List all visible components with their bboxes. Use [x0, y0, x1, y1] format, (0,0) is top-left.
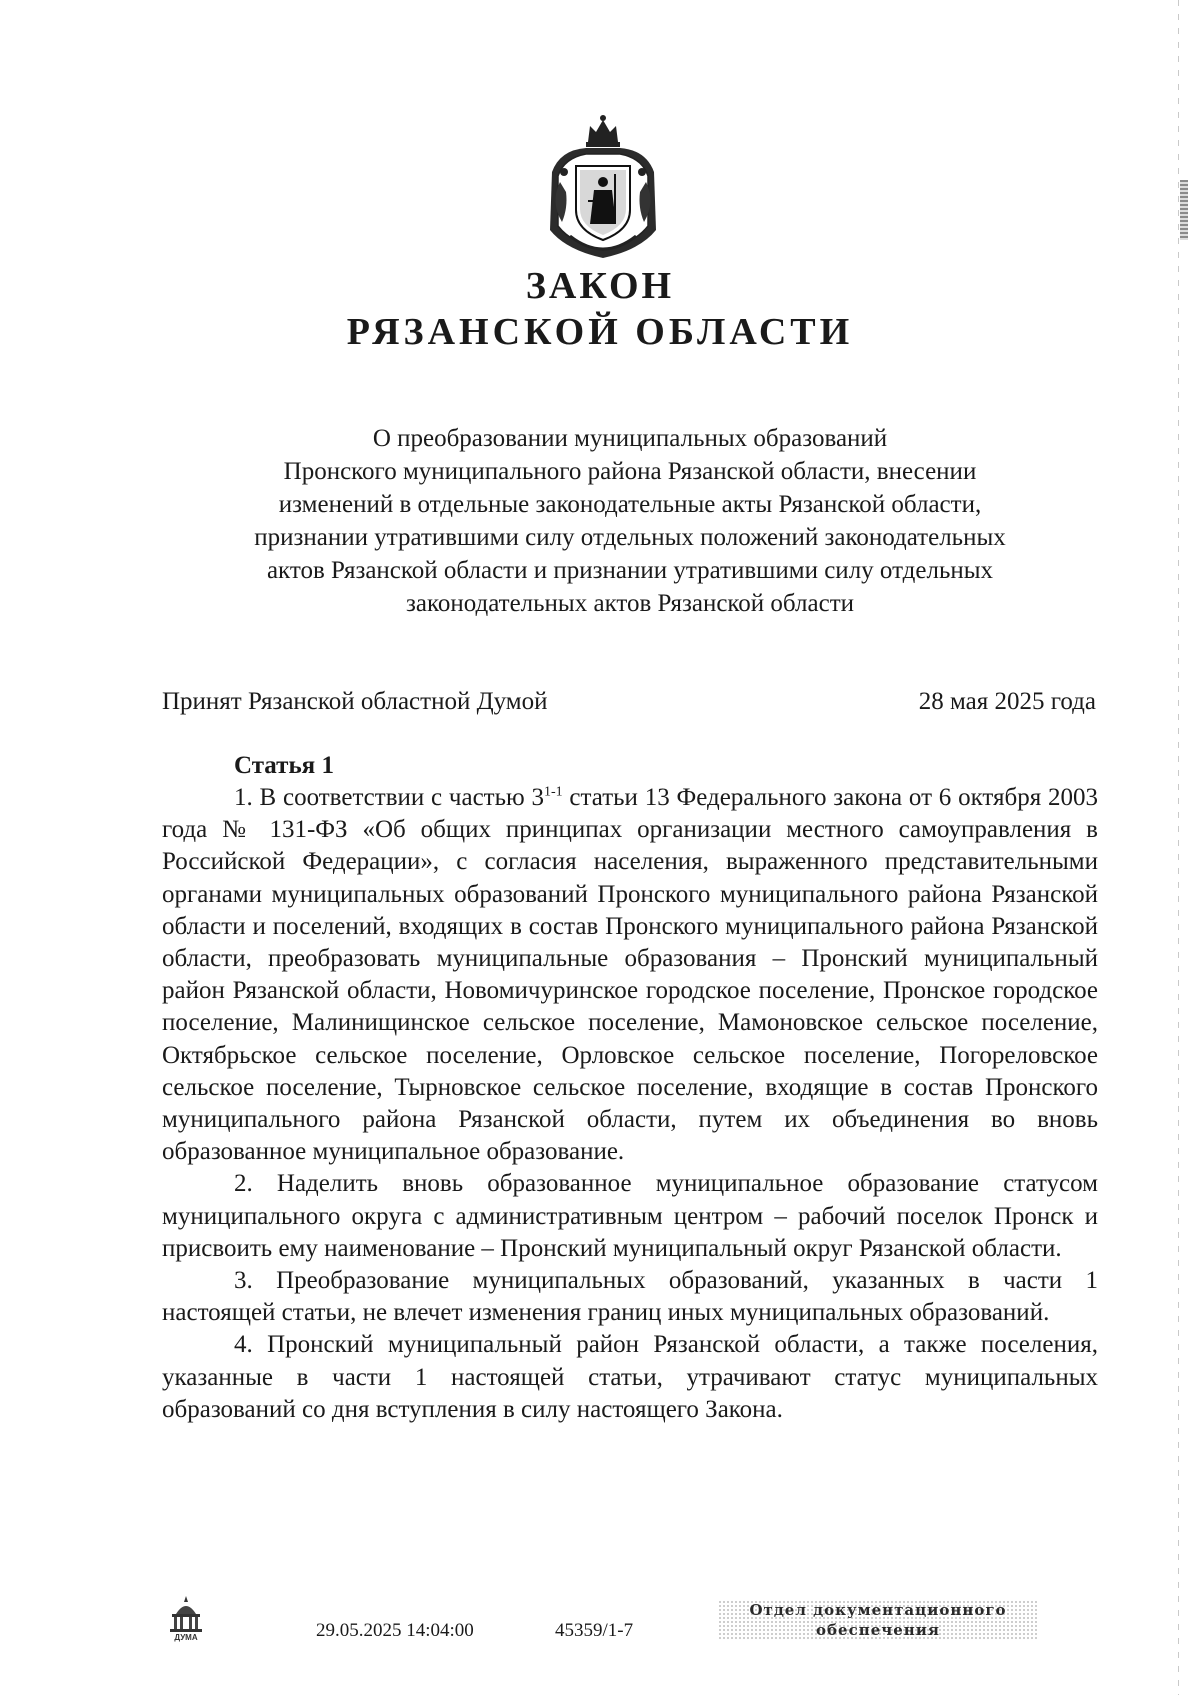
coat-of-arms-icon	[540, 112, 666, 262]
article-heading: Статья 1	[234, 752, 334, 779]
subject-line: признании утратившими силу отдельных положений законодательных	[254, 524, 1006, 551]
stamp-line: Отдел документационного	[749, 1601, 1007, 1619]
law-title: ЗАКОН	[525, 265, 675, 307]
paragraph-4: 4. Пронский муниципальный район Рязанской области, а также поселения, указанные в части 1 настоящей статьи, утрачивают статус муниципальных образований со дня вступления в силу настоящего Закона.	[162, 1331, 1098, 1423]
duma-building-icon	[166, 1592, 206, 1642]
subject-line: Пронского муниципального района Рязанской области, внесении	[283, 458, 977, 485]
scan-mark-artifact	[1180, 180, 1188, 240]
subject-line: законодательных актов Рязанской области	[405, 590, 855, 617]
subject-line: актов Рязанской области и признании утратившими силу отдельных	[266, 557, 994, 584]
subject-line: изменений в отдельные законодательные акты Рязанской области,	[278, 491, 982, 518]
duma-logo-text: ДУМА	[174, 1633, 198, 1642]
adopted-by: Принят Рязанской областной Думой	[162, 688, 548, 715]
registration-datetime: 29.05.2025 14:04:00	[316, 1620, 474, 1641]
department-stamp	[718, 1600, 1038, 1640]
paragraph-1: 1. В соответствии с частью 3$^{1-1}$ статьи 13 Федерального закона от 6 октября 2003 года № 131-ФЗ «Об общих принципах организации местного самоуправления в Российской Федерации», с согласия населения, выраженного представительными органами муниципальных образований Пронского муниципального района Рязанской области и поселений, входящих в состав Пронского муниципального района Рязанской области, преобразовать муниципальные образования – Пронский муниципальный район Рязанской области, Новомичуринское городское поселение, Пронское городское поселение, Малинищинское сельское поселение, Мамоновское сельское поселение, Октябрьское сельское поселение, Орловское сельское поселение, Погореловское сельское поселение, Тырновское сельское поселение, входящие в состав Пронского муниципального района Рязанской области, путем их объединения во вновь образованное муниципальное образование.	[162, 784, 1098, 1166]
law-subject	[160, 422, 1100, 620]
paragraph-2: 2. Наделить вновь образованное муниципальное образование статусом муниципального округа с административным центром – рабочий поселок Пронск и присвоить ему наименование – Пронский муниципальный округ Рязанской области.	[162, 1170, 1098, 1262]
law-region-title: РЯЗАНСКОЙ ОБЛАСТИ	[346, 311, 854, 353]
scan-edge-artifact	[1178, 0, 1179, 1695]
article-body	[162, 782, 1098, 1426]
paragraph-3: 3. Преобразование муниципальных образований, указанных в части 1 настоящей статьи, не влечет изменения границ иных муниципальных образований.	[162, 1267, 1098, 1327]
superscript: 1-1	[543, 784, 563, 800]
subject-line: О преобразовании муниципальных образований	[372, 425, 888, 452]
stamp-line: обеспечения	[816, 1621, 940, 1639]
adoption-date: 28 мая 2025 года	[918, 688, 1096, 715]
registration-number: 45359/1-7	[555, 1620, 634, 1641]
